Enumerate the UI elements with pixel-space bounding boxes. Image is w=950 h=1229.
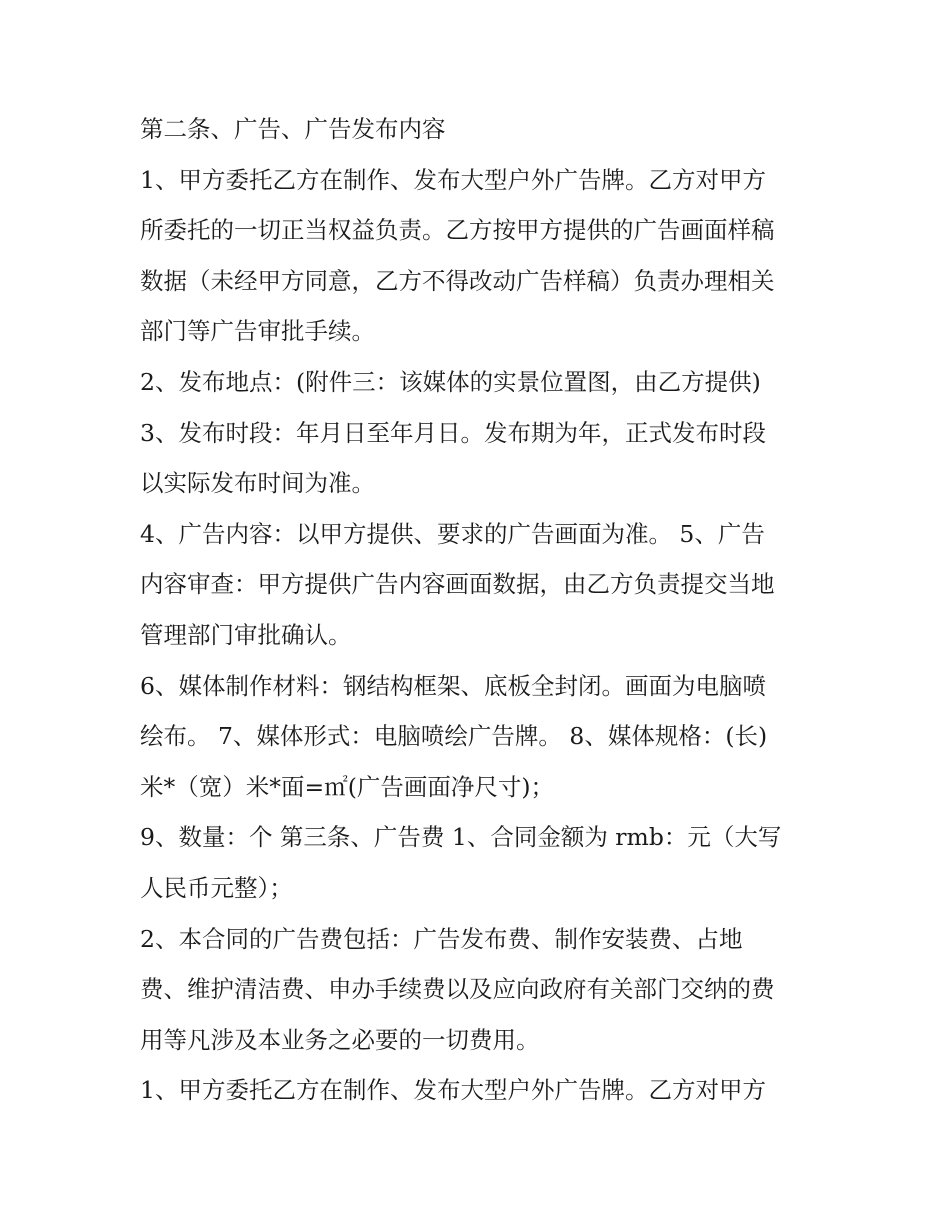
text-line: 以实际发布时间为准。 — [140, 469, 375, 498]
text-line: 6、媒体制作材料：钢结构框架、底板全封闭。画面为电脑喷 — [140, 671, 766, 700]
text-line: 2、发布地点：(附件三：该媒体的实景位置图，由乙方提供) — [140, 367, 761, 396]
text-line: 管理部门审批确认。 — [140, 620, 352, 649]
text-line: 内容审查：甲方提供广告内容画面数据，由乙方负责提交当地 — [140, 570, 775, 599]
text-line: 绘布。 7、媒体形式：电脑喷绘广告牌。 8、媒体规格：(长) — [140, 722, 768, 751]
text-line: 数据（未经甲方同意，乙方不得改动广告样稿）负责办理相关 — [140, 266, 775, 295]
text-line: 2、本合同的广告费包括：广告发布费、制作安装费、占地 — [140, 924, 743, 953]
text-line: 1、甲方委托乙方在制作、发布大型户外广告牌。乙方对甲方 — [140, 165, 766, 194]
text-line: 人民币元整）； — [140, 873, 293, 902]
document-body — [140, 104, 820, 1116]
text-line: 米*（宽）米*面=㎡(广告画面净尺寸)； — [140, 772, 555, 801]
section-heading: 第二条、广告、广告发布内容 — [140, 115, 446, 143]
text-line: 用等凡涉及本业务之必要的一切费用。 — [140, 1025, 540, 1054]
text-line: 费、维护清洁费、申办手续费以及应向政府有关部门交纳的费 — [140, 975, 775, 1004]
text-line: 1、甲方委托乙方在制作、发布大型户外广告牌。乙方对甲方 — [140, 1076, 766, 1105]
text-line: 3、发布时段：年月日至年月日。发布期为年，正式发布时段 — [140, 418, 766, 447]
text-line: 9、数量：个 第三条、广告费 1、合同金额为 rmb：元（大写 — [140, 823, 782, 852]
text-line: 部门等广告审批手续。 — [140, 317, 375, 346]
text-line: 4、广告内容：以甲方提供、要求的广告画面为准。 5、广告 — [140, 519, 765, 548]
text-line: 所委托的一切正当权益负责。乙方按甲方提供的广告画面样稿 — [140, 216, 775, 245]
